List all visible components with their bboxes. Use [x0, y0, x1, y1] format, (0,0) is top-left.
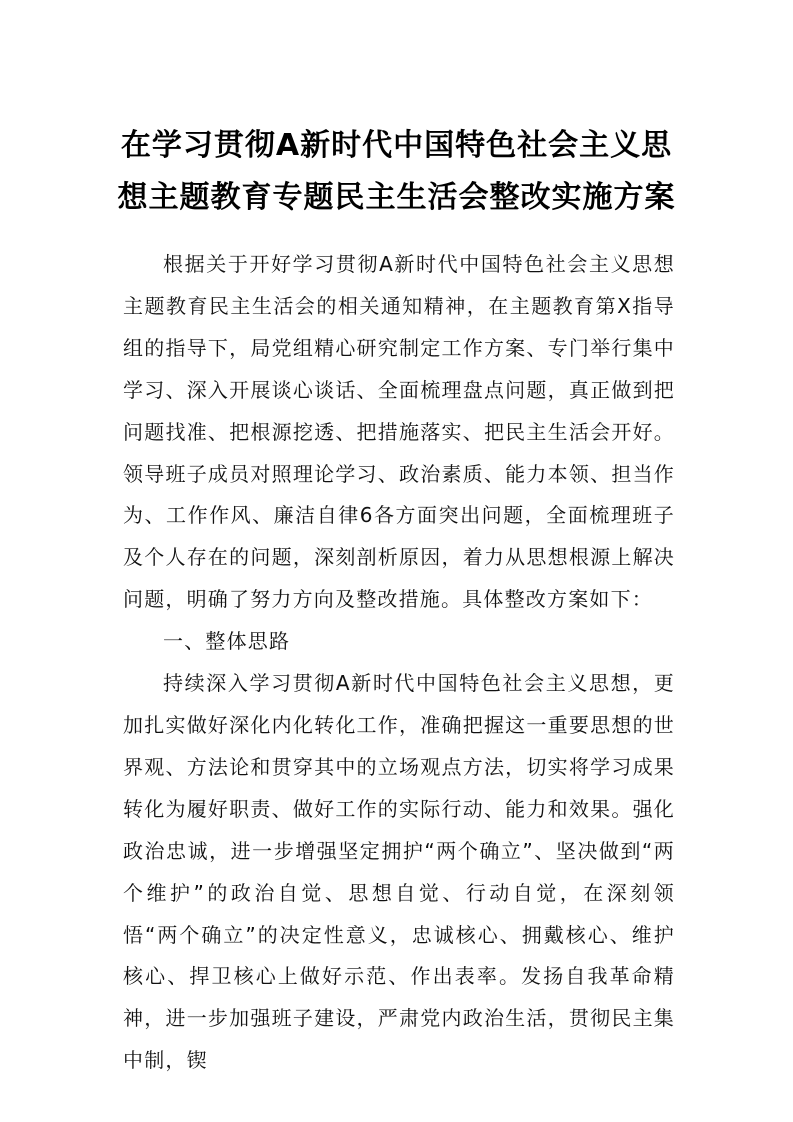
section-heading-overall-approach: 一、整体思路: [163, 629, 291, 654]
paragraph-overall-approach: 持续深入学习贯彻A新时代中国特色社会主义思想，更加扎实做好深化内化转化工作，准确把握这一重要思想的世界观、方法论和贯穿其中的立场观点方法，切实将学习成果转化为履好职责、做好工作的实际行动、能力和效果。强化政治忠诚，进一步增强坚定拥护“两个确立”、坚决做到“两个维护”的政治自觉、思想自觉、行动自觉，在深刻领悟“两个确立”的决定性意义，忠诚核心、拥戴核心、维护核心、捍卫核心上做好示范、作出表率。发扬自我革命精神，进一步加强班子建设，严肃党内政治生活，贯彻民主集中制，锲: [123, 671, 675, 1073]
paragraph-intro: 根据关于开好学习贯彻A新时代中国特色社会主义思想主题教育民主生活会的相关通知精神，在主题教育第X指导组的指导下，局党组精心研究制定工作方案、专门举行集中学习、深入开展谈心谈话、全面梳理盘点问题，真正做到把问题找准、把根源挖透、把措施落实、把民主生活会开好。领导班子成员对照理论学习、政治素质、能力本领、担当作为、工作作风、廉洁自律6各方面突出问题，全面梳理班子及个人存在的问题，深刻剖析原因，着力从思想根源上解决问题，明确了努力方向及整改措施。具体整改方案如下：: [123, 252, 675, 612]
document-body: [123, 244, 675, 1082]
title-line-1: 在学习贯彻A新时代中国特色社会主义思: [120, 128, 673, 163]
document-title: [100, 120, 693, 224]
title-line-2: 想主题教育专题民主生活会整改实施方案: [117, 180, 676, 215]
